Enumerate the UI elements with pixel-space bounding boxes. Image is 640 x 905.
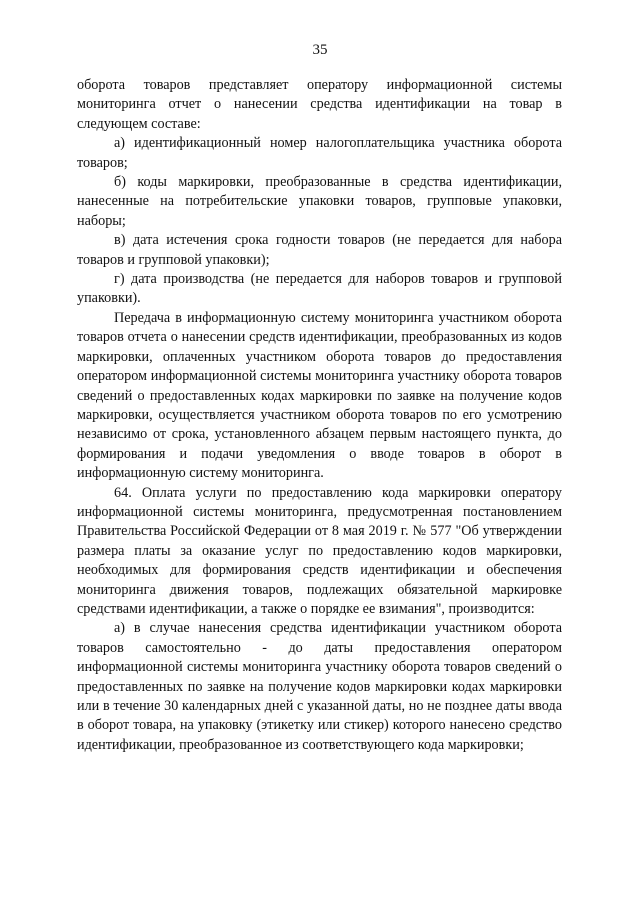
list-item-g-production-date: г) дата производства (не передается для наборов товаров и групповой упаковки). (77, 271, 562, 307)
list-item-a-payment: а) в случае нанесения средства идентификации участником оборота товаров самостоятельно - до даты предоставления оператором информационной системы мониторинга участнику оборота товаров сведений о предоставленных по заявке на получение кодов маркировки кодах маркировки или в течение 30 календарных дней с указанной даты, но не позднее даты ввода в оборот товара, на упаковку (этикетку или стикер) которого нанесено средство идентификации, преобразованное из соответствующего кода маркировки; (77, 620, 562, 753)
paragraph-clause-64: 64. Оплата услуги по предоставлению кода маркировки оператору информационной системы мониторинга, предусмотренная постановлением Правительства Российской Федерации от 8 мая 2019 г. № 577 "Об утверждении размера платы за оказание услуг по предоставлению кодов маркировки, необходимых для формирования средств идентификации и обеспечения мониторинга движения товаров, подлежащих обязательной маркировке средствами идентификации, а также о порядке ее взимания", производится: (77, 484, 562, 617)
page-number: 35 (312, 42, 328, 58)
paragraph-report-transfer: Передача в информационную систему мониторинга участником оборота товаров отчета о нанесении средств идентификации, преобразованных из кодов маркировки, оплаченных участником оборота товаров до предоставления оператором информационной системы мониторинга участнику оборота товаров сведений о предоставленных кодах маркировки по заявке на получение кодов маркировки, осуществляется участником оборота товаров по его усмотрению независимо от срока, установленного абзацем первым настоящего пункта, до формирования и подачи уведомления о вводе товаров в оборот в информационную систему мониторинга. (77, 309, 562, 482)
list-item-b-codes: б) коды маркировки, преобразованные в средства идентификации, нанесенные на потребительские упаковки товаров, групповые упаковки, наборы; (77, 174, 562, 229)
list-item-a-inn: а) идентификационный номер налогоплательщика участника оборота товаров; (77, 135, 562, 171)
paragraph-intro: оборота товаров представляет оператору информационной системы мониторинга отчет о нанесении средства идентификации на товар в следующем составе: (77, 77, 562, 132)
list-item-v-expiry: в) дата истечения срока годности товаров (не передается для набора товаров и групповой упаковки); (77, 232, 562, 268)
document-body (77, 76, 562, 755)
